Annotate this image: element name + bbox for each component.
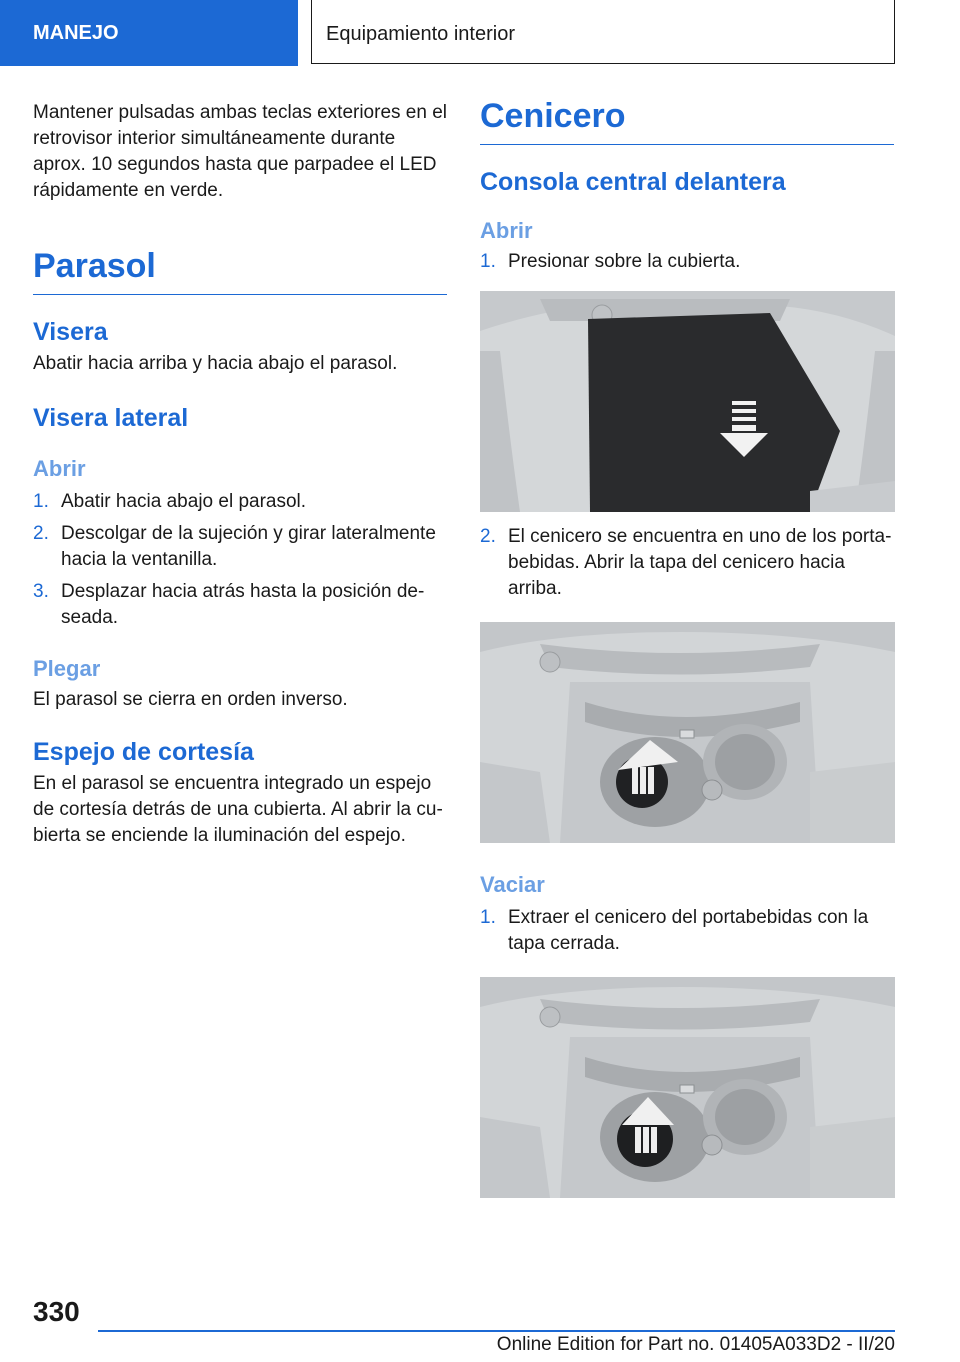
plegar-heading: Plegar bbox=[33, 656, 101, 681]
parasol-heading: Parasol bbox=[33, 246, 447, 295]
vaciar-heading: Vaciar bbox=[480, 872, 545, 897]
list-item: 1. Abatir hacia abajo el parasol. bbox=[33, 491, 307, 512]
list-item: 2. El cenicero se encuentra en uno de los porta‐bebidas. Abrir la tapa del cenicero hacia arriba. bbox=[480, 526, 892, 599]
right-column bbox=[480, 96, 894, 1198]
page-header bbox=[0, 0, 960, 66]
vaciar-steps bbox=[480, 905, 894, 957]
chapter-tab: Equipamiento interior bbox=[311, 0, 895, 64]
consola-heading: Consola central delantera bbox=[480, 168, 786, 196]
list-item: 1. Extraer el cenicero del portabebidas con la tapa cerrada. bbox=[480, 907, 869, 954]
list-item: 3. Desplazar hacia atrás hasta la posición de‐seada. bbox=[33, 581, 425, 628]
abrir-steps-right-1 bbox=[480, 249, 894, 275]
left-column bbox=[33, 100, 447, 849]
list-item: 2. Descolgar de la sujeción y girar lateralmente hacia la ventanilla. bbox=[33, 523, 436, 570]
intro-paragraph: Mantener pulsadas ambas teclas exteriores en el retrovisor interior simultáneamente durante aprox. 10 segundos hasta que parpadee el LED rápidamente en verde. bbox=[33, 102, 448, 201]
visera-text: Abatir hacia arriba y hacia abajo el parasol. bbox=[33, 353, 398, 374]
plegar-text: El parasol se cierra en orden inverso. bbox=[33, 689, 348, 710]
ashtray-remove-illustration bbox=[480, 977, 895, 1198]
espejo-text: En el parasol se encuentra integrado un espejo de cortesía detrás de una cubierta. Al abrir la cu‐bierta se enciende la iluminación del espejo. bbox=[33, 773, 443, 846]
cenicero-heading: Cenicero bbox=[480, 96, 894, 145]
espejo-heading: Espejo de cortesía bbox=[33, 738, 254, 766]
abrir-steps-right-2 bbox=[480, 524, 894, 602]
visera-lateral-heading: Visera lateral bbox=[33, 404, 189, 432]
section-tab: MANEJO bbox=[0, 0, 298, 66]
list-item: 1. Presionar sobre la cubierta. bbox=[480, 251, 741, 272]
cover-press-illustration bbox=[480, 291, 895, 512]
abrir-heading-left: Abrir bbox=[33, 456, 86, 481]
footer-divider bbox=[98, 1330, 895, 1332]
abrir-steps-left bbox=[33, 489, 447, 631]
ashtray-open-illustration bbox=[480, 622, 895, 843]
visera-heading: Visera bbox=[33, 318, 108, 346]
abrir-heading-right: Abrir bbox=[480, 218, 533, 243]
page-number: 330 bbox=[33, 1296, 80, 1327]
edition-footer: Online Edition for Part no. 01405A033D2 - II/20 bbox=[496, 1334, 895, 1355]
